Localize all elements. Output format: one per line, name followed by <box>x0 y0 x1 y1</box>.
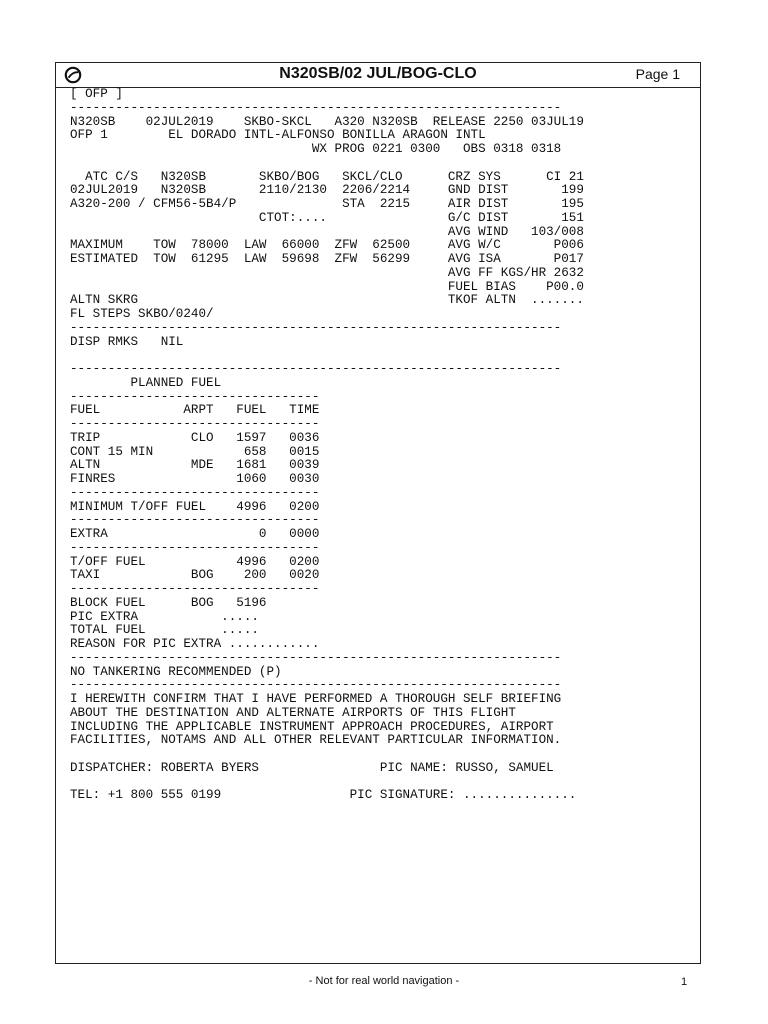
ofp-line: AVG FF KGS/HR 2632 <box>70 265 584 280</box>
ofp-line: TEL: +1 800 555 0199 PIC SIGNATURE: ............... <box>70 788 577 803</box>
ofp-line: FL STEPS SKBO/0240/ <box>70 307 214 321</box>
ofp-line: FUEL ARPT FUEL TIME <box>70 403 320 418</box>
ofp-line: N320SB 02JUL2019 SKBO-SKCL A320 N320SB RELEASE 2250 03JUL19 <box>70 114 584 129</box>
ofp-line: ----------------------------------------------------------------- <box>70 320 562 335</box>
ofp-line: REASON FOR PIC EXTRA ............ <box>70 637 320 651</box>
ofp-line: ATC C/S N320SB SKBO/BOG SKCL/CLO CRZ SYS CI 21 <box>70 169 584 184</box>
ofp-line: ALTN MDE 1681 0039 <box>70 458 320 473</box>
ofp-line <box>70 349 584 363</box>
ofp-line: DISPATCHER: ROBERTA BYERS PIC NAME: RUSSO, SAMUEL <box>70 760 554 775</box>
ofp-line: FUEL BIAS P00.0 <box>70 279 584 294</box>
ofp-line: --------------------------------- <box>70 389 320 404</box>
ofp-line: T/OFF FUEL 4996 0200 <box>70 554 320 569</box>
ofp-line: FACILITIES, NOTAMS AND ALL OTHER RELEVANT PARTICULAR INFORMATION. <box>70 733 562 748</box>
ofp-line: ----------------------------------------------------------------- <box>70 362 562 376</box>
footer-disclaimer: - Not for real world navigation - <box>308 975 460 987</box>
ofp-line: I HEREWITH CONFIRM THAT I HAVE PERFORMED A THOROUGH SELF BRIEFING <box>70 692 562 706</box>
ofp-line: AVG WIND 103/008 <box>70 224 584 239</box>
page-label: Page 1 <box>635 66 680 82</box>
ofp-line: [ OFP ] <box>70 87 123 101</box>
ofp-line: A320-200 / CFM56-5B4/P STA 2215 AIR DIST 195 <box>70 197 584 211</box>
ofp-line: PLANNED FUEL <box>70 375 222 390</box>
document-header <box>56 63 700 88</box>
ofp-line: ----------------------------------------------------------------- <box>70 650 562 665</box>
ofp-line: --------------------------------- <box>70 582 320 596</box>
ofp-line: DISP RMKS NIL <box>70 334 184 349</box>
ofp-line: ----------------------------------------------------------------- <box>70 100 562 115</box>
ofp-line: ALTN SKRG TKOF ALTN ....... <box>70 293 584 308</box>
ofp-line: CTOT:.... G/C DIST 151 <box>70 210 584 225</box>
footer-page-number: 1 <box>681 976 688 988</box>
ofp-line: TAXI BOG 200 0020 <box>70 568 320 583</box>
ofp-line: ABOUT THE DESTINATION AND ALTERNATE AIRPORTS OF THIS FLIGHT <box>70 705 516 720</box>
ofp-line: PIC EXTRA ..... <box>70 609 259 624</box>
ofp-line: --------------------------------- <box>70 417 320 431</box>
ofp-line: ----------------------------------------------------------------- <box>70 678 562 693</box>
ofp-line: INCLUDING THE APPLICABLE INSTRUMENT APPROACH PROCEDURES, AIRPORT <box>70 719 554 734</box>
ofp-line: FINRES 1060 0030 <box>70 472 320 486</box>
ofp-line <box>70 157 584 171</box>
ofp-line: MAXIMUM TOW 78000 LAW 66000 ZFW 62500 AVG W/C P006 <box>70 238 584 253</box>
ofp-body-text <box>70 88 584 803</box>
ofp-line: CONT 15 MIN 658 0015 <box>70 444 320 459</box>
ofp-line: ESTIMATED TOW 61295 LAW 59698 ZFW 56299 AVG ISA P017 <box>70 252 584 266</box>
ofp-document-frame <box>55 62 701 964</box>
ofp-line: NO TANKERING RECOMMENDED (P) <box>70 664 282 679</box>
ofp-line: BLOCK FUEL BOG 5196 <box>70 595 267 610</box>
ofp-line <box>70 748 584 762</box>
ofp-line: --------------------------------- <box>70 540 320 555</box>
document-title: N320SB/02 JUL/BOG-CLO <box>279 65 477 82</box>
ofp-line: --------------------------------- <box>70 485 320 500</box>
ofp-line: MINIMUM T/OFF FUEL 4996 0200 <box>70 499 320 514</box>
ofp-line <box>70 776 584 790</box>
ofp-line: TRIP CLO 1597 0036 <box>70 430 320 445</box>
ofp-line: EXTRA 0 0000 <box>70 527 320 541</box>
ofp-line: WX PROG 0221 0300 OBS 0318 0318 <box>70 142 562 156</box>
ofp-line: OFP 1 EL DORADO INTL-ALFONSO BONILLA ARAGON INTL <box>70 128 486 143</box>
ofp-line: TOTAL FUEL ..... <box>70 623 259 638</box>
ofp-line: 02JUL2019 N320SB 2110/2130 2206/2214 GND DIST 199 <box>70 183 584 198</box>
ofp-line: --------------------------------- <box>70 513 320 528</box>
